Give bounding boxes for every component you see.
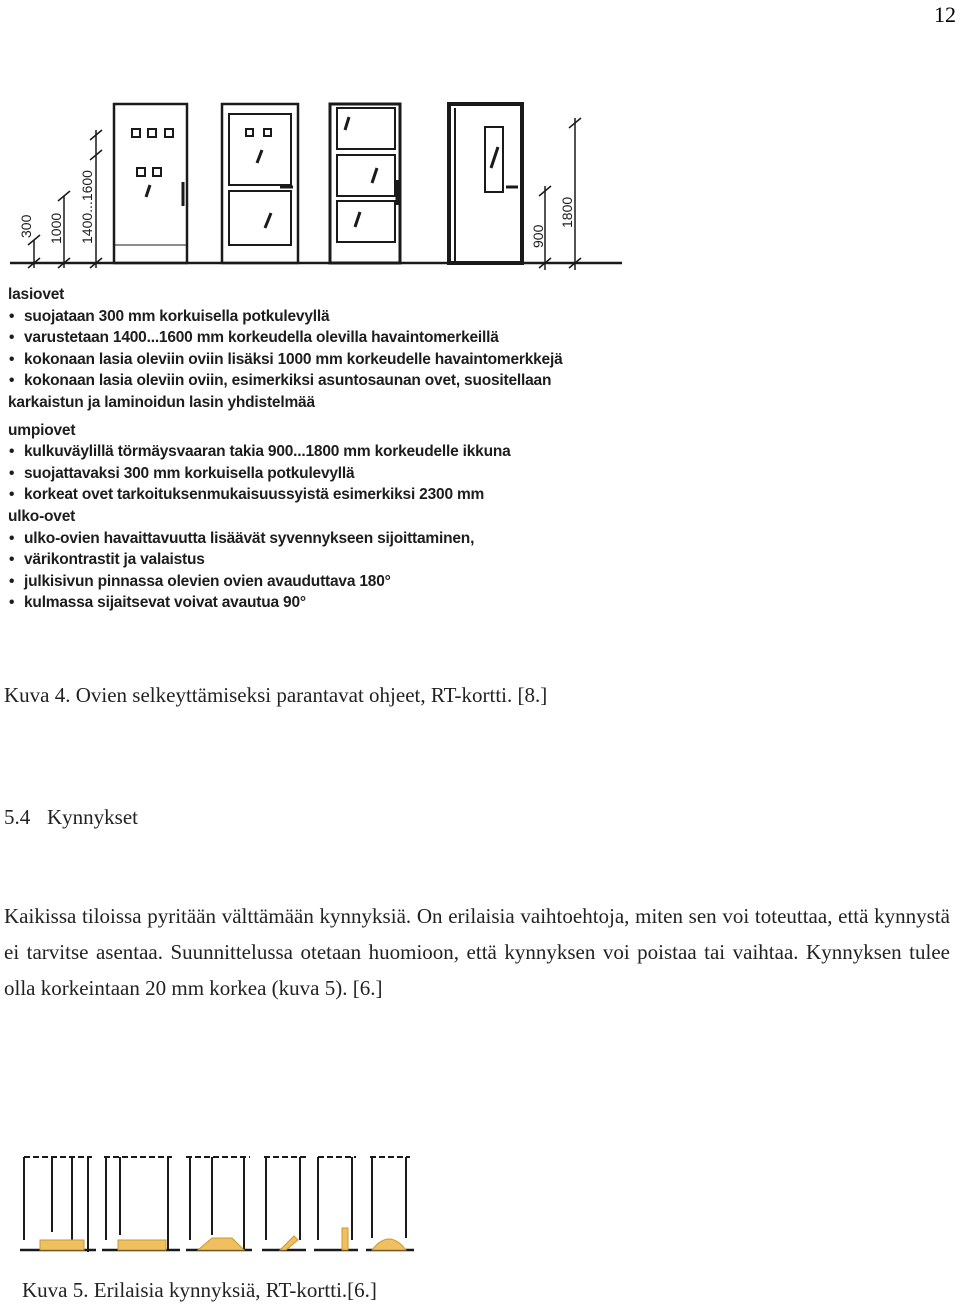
paragraph-text: Kaikissa tiloissa pyritään välttämään kynnyksiä. On erilaisia vaihtoehtoja, miten sen voi toteuttaa, että kynnystä ei tarvitse asentaa. Suunnittelussa otetaan huomioon, että kynnyksen voi poistaa tai vaihtaa. Kynnyksen tulee olla korkeintaan 20 mm korkea (kuva 5). [6.]	[4, 904, 950, 1000]
threshold-figure	[0, 1140, 960, 1270]
list-item: • värikontrastit ja valaistus	[8, 549, 658, 571]
dim-1800: 1800	[559, 196, 575, 228]
figure-5-caption: Kuva 5. Erilaisia kynnyksiä, RT-kortti.[6.]	[22, 1278, 377, 1302]
threshold-1	[20, 1157, 96, 1252]
threshold-fill	[198, 1238, 244, 1250]
threshold-fill	[280, 1236, 298, 1250]
list-item: • suojataan 300 mm korkuisella potkulevyllä	[8, 306, 658, 328]
threshold-fill	[342, 1228, 348, 1250]
section-number: 5.4	[4, 805, 31, 829]
threshold-fill	[118, 1240, 166, 1250]
group-title: lasiovet	[8, 286, 65, 303]
list-item: • kulmassa sijaitsevat voivat avautua 90°	[8, 592, 658, 614]
threshold-4	[262, 1157, 306, 1250]
dim-900: 900	[530, 224, 546, 248]
section-title: Kynnykset	[47, 805, 138, 829]
list-item: • korkeat ovet tarkoituksenmukaisuussyistä esimerkiksi 2300 mm	[8, 484, 658, 506]
page-number: 12	[934, 2, 956, 27]
glass-door-1	[114, 104, 187, 263]
dim-1400-1600: 1400...1600	[79, 170, 95, 244]
threshold-5	[314, 1157, 358, 1250]
dim-300: 300	[18, 214, 34, 238]
section-heading	[4, 805, 138, 830]
list-item: • kulkuväylillä törmäysvaaran takia 900...1800 mm korkeudelle ikkuna	[8, 441, 658, 463]
threshold-6	[366, 1157, 414, 1250]
list-item: • kokonaan lasia oleviin oviin, esimerkiksi asuntosaunan ovet, suositellaan	[8, 370, 658, 392]
threshold-fill	[372, 1239, 406, 1250]
group-title: umpiovet	[8, 421, 76, 439]
threshold-fill	[40, 1240, 84, 1250]
group-title: ulko-ovet	[8, 507, 76, 525]
door-guidelines-list	[8, 284, 658, 614]
dim-1000: 1000	[48, 212, 64, 244]
body-paragraph	[4, 898, 950, 1006]
list-item: • julkisivun pinnassa olevien ovien avauduttava 180°	[8, 571, 658, 593]
glass-door-2	[222, 104, 298, 263]
list-item: • ulko-ovien havaittavuutta lisäävät syvennykseen sijoittaminen,	[8, 528, 658, 550]
list-item-continuation: karkaistun ja laminoidun lasin yhdistelmää	[8, 393, 315, 411]
list-item: • suojattavaksi 300 mm korkuisella potkulevyllä	[8, 463, 658, 485]
threshold-2	[102, 1157, 180, 1250]
list-item: • kokonaan lasia oleviin oviin lisäksi 1000 mm korkeudelle havaintomerkkejä	[8, 349, 658, 371]
list-item: • varustetaan 1400...1600 mm korkeudella olevilla havaintomerkeillä	[8, 327, 658, 349]
figure-4-caption: Kuva 4. Ovien selkeyttämiseksi parantavat ohjeet, RT-kortti. [8.]	[4, 683, 548, 707]
glass-door-3	[330, 104, 400, 263]
threshold-3	[186, 1157, 252, 1250]
